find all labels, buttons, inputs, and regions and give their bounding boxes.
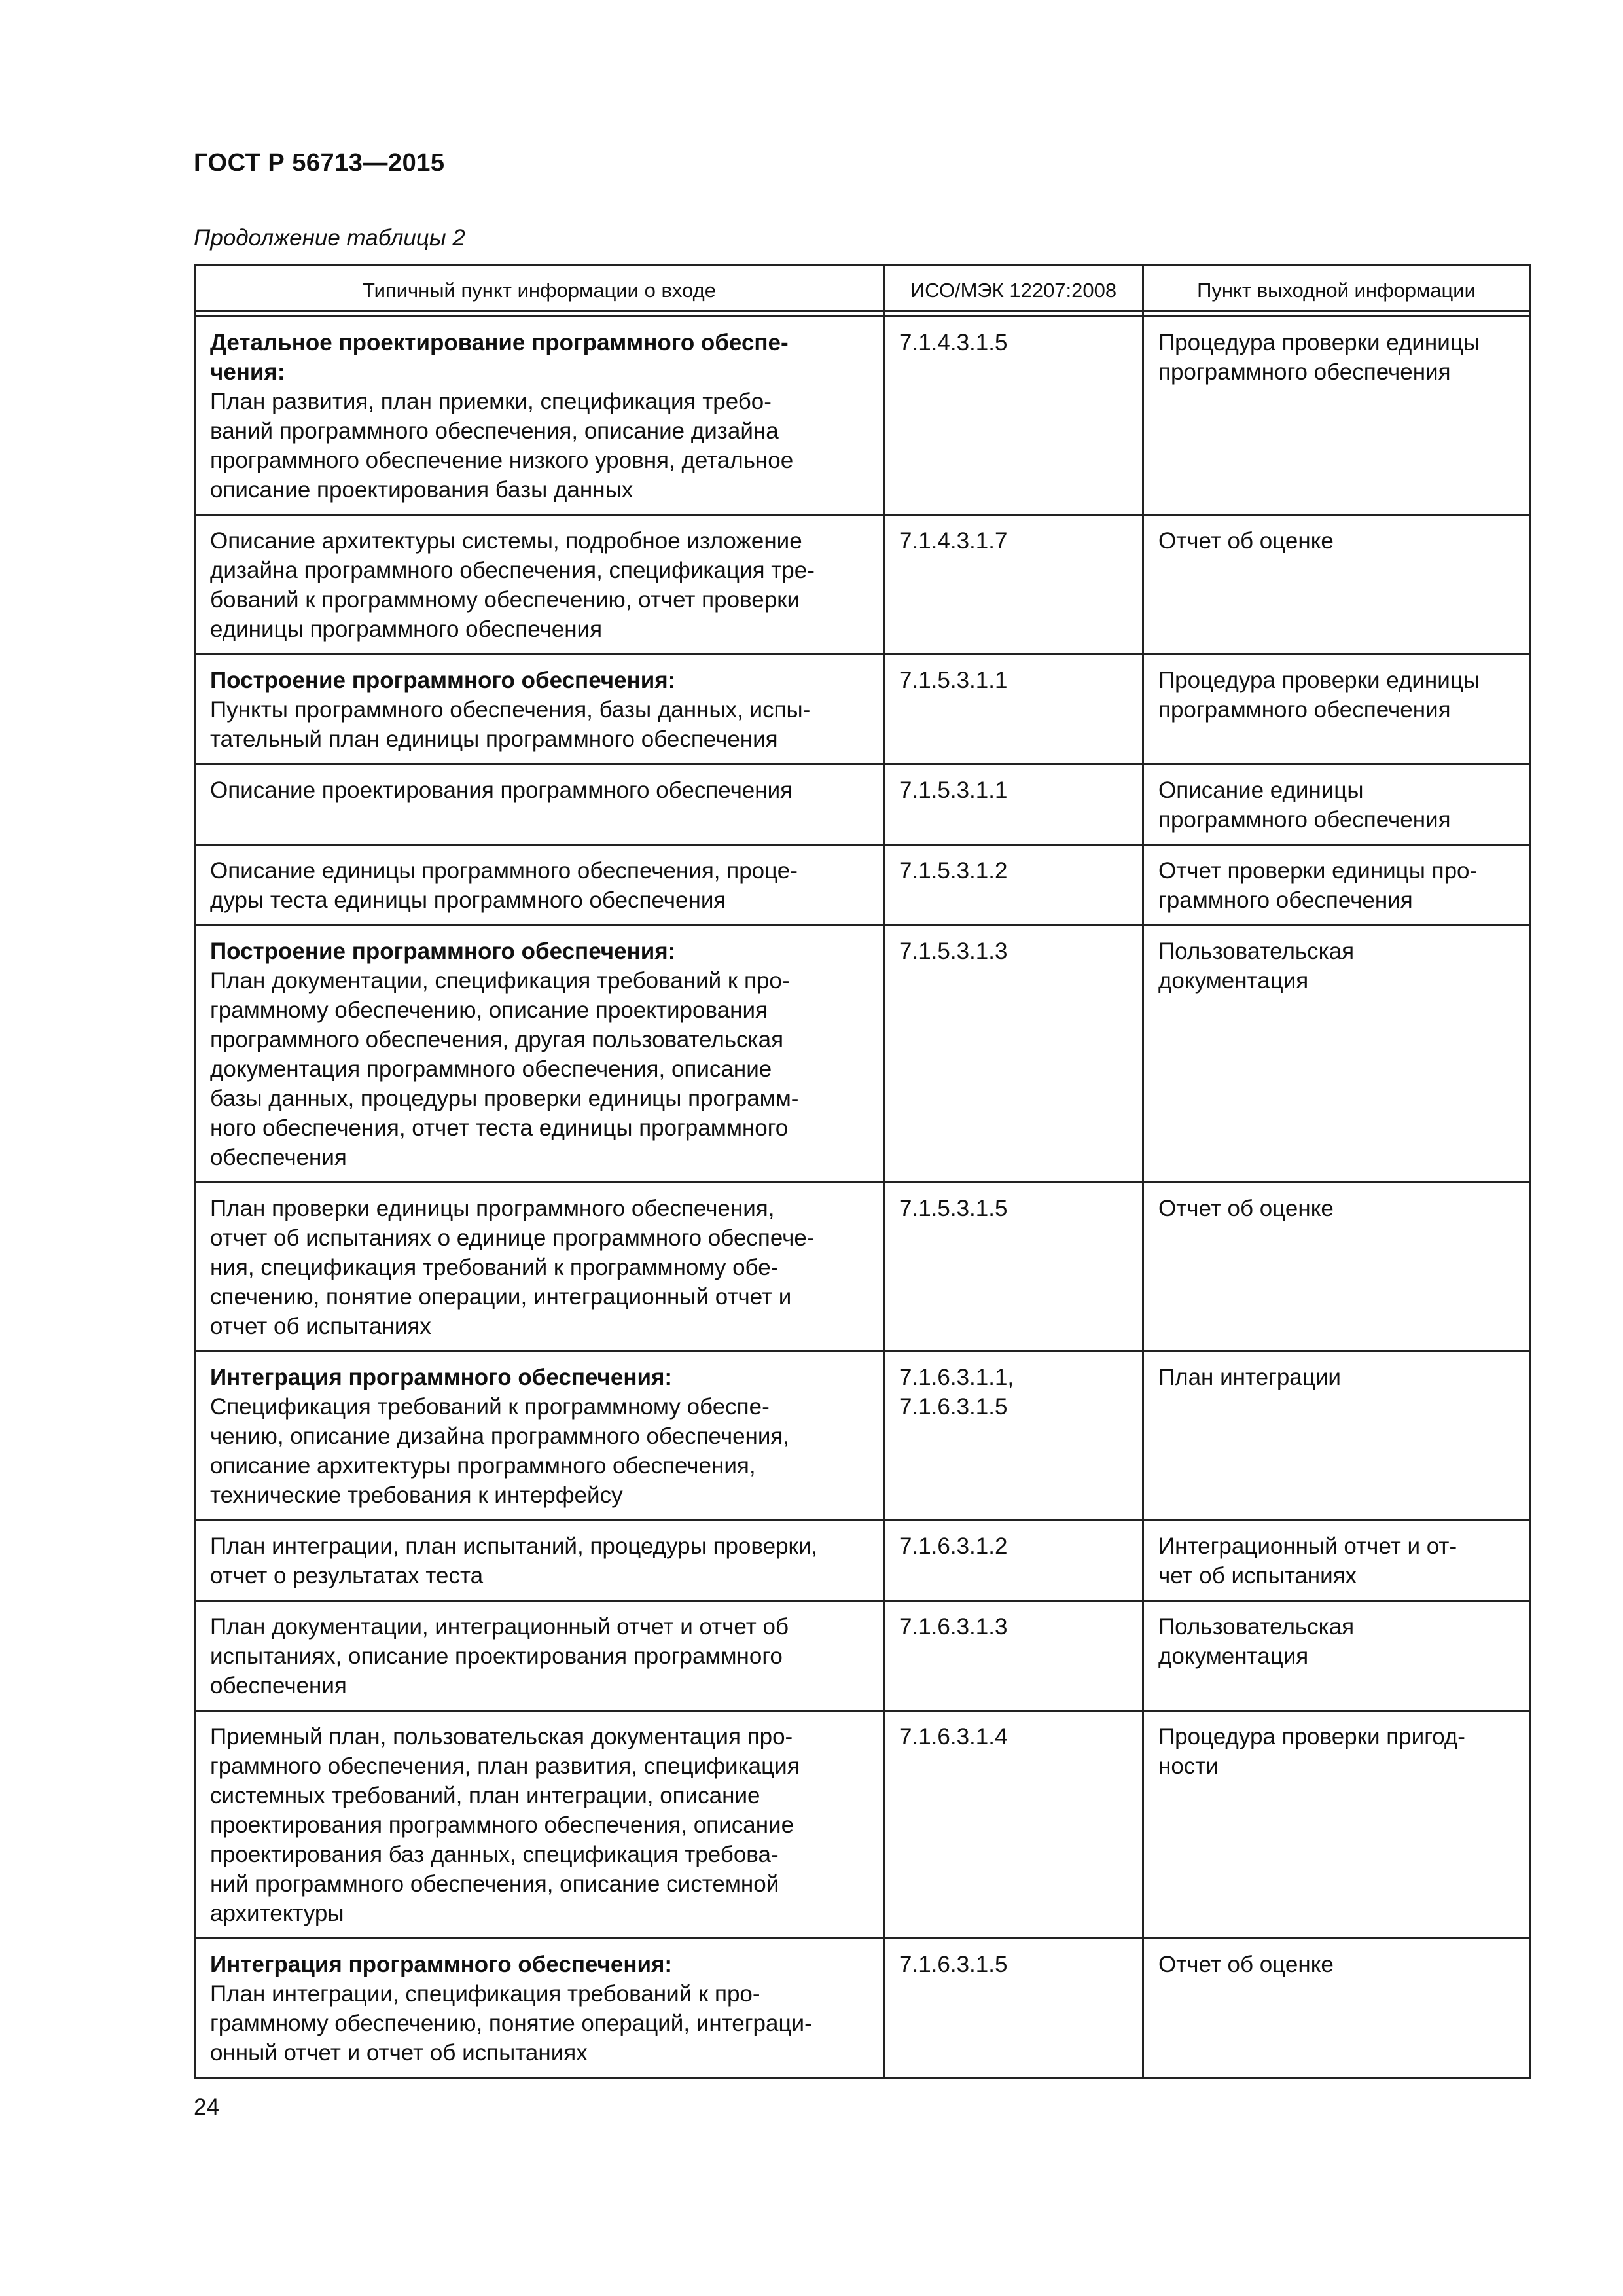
cell-text-line: обеспечения bbox=[210, 1673, 347, 1698]
cell-iso-reference bbox=[884, 515, 1143, 655]
cell-text-line: граммному обеспечению, понятие операций, интеграци- bbox=[210, 2011, 812, 2036]
cell-text-line: технические требования к интерфейсу bbox=[210, 1482, 623, 1508]
table-row bbox=[195, 655, 1530, 764]
cell-text-line: архитектуры bbox=[210, 1901, 344, 1926]
cell-iso-reference bbox=[884, 1183, 1143, 1352]
cell-text-line: спечению, понятие операции, интеграционный отчет и bbox=[210, 1284, 792, 1310]
section-heading: Детальное проектирование программного обеспе- bbox=[210, 330, 789, 355]
cell-iso-reference bbox=[884, 655, 1143, 764]
cell-output-info bbox=[1143, 1939, 1530, 2078]
header-output-info: Пункт выходной информации bbox=[1143, 266, 1530, 311]
cell-input-info bbox=[195, 1352, 884, 1520]
iso-clause-number: 7.1.5.3.1.1 bbox=[899, 668, 1008, 693]
header-iso-reference: ИСО/МЭК 12207:2008 bbox=[884, 266, 1143, 311]
cell-text-line: программного обеспечения bbox=[1158, 697, 1451, 723]
iso-clause-number: 7.1.5.3.1.3 bbox=[899, 939, 1008, 964]
cell-text-line: программного обеспечения bbox=[1158, 807, 1451, 833]
cell-text-line: План документации, интеграционный отчет и отчет об bbox=[210, 1614, 789, 1640]
cell-text-line: описание архитектуры программного обеспечения, bbox=[210, 1453, 756, 1479]
cell-text-line: проектирования баз данных, спецификация требова- bbox=[210, 1842, 779, 1867]
cell-output-info bbox=[1143, 1520, 1530, 1601]
cell-text-line: онный отчет и отчет об испытаниях bbox=[210, 2040, 588, 2066]
cell-iso-reference bbox=[884, 1711, 1143, 1939]
cell-input-info bbox=[195, 1520, 884, 1601]
cell-iso-reference bbox=[884, 1601, 1143, 1711]
document-standard-id: ГОСТ Р 56713—2015 bbox=[194, 149, 445, 177]
cell-text-line: дуры теста единицы программного обеспечения bbox=[210, 888, 726, 913]
cell-text-line: бований к программному обеспечению, отчет проверки bbox=[210, 587, 800, 613]
table-row bbox=[195, 1939, 1530, 2078]
cell-text-line: Пользовательская bbox=[1158, 939, 1355, 964]
iso-clause-number: 7.1.5.3.1.1 bbox=[899, 778, 1008, 803]
cell-output-info bbox=[1143, 1711, 1530, 1939]
cell-text-line: базы данных, процедуры проверки единицы программ- bbox=[210, 1086, 799, 1111]
cell-output-info bbox=[1143, 515, 1530, 655]
cell-text-line: Спецификация требований к программному обеспе- bbox=[210, 1394, 770, 1420]
cell-text-line: ного обеспечения, отчет теста единицы программного bbox=[210, 1115, 789, 1141]
iso-clause-number: 7.1.4.3.1.5 bbox=[899, 330, 1008, 355]
table-row bbox=[195, 1711, 1530, 1939]
table-row bbox=[195, 317, 1530, 515]
iso-clause-number: 7.1.6.3.1.5 bbox=[899, 1952, 1008, 1977]
cell-text-line: План документации, спецификация требований к про- bbox=[210, 968, 790, 994]
cell-text-line: отчет об испытаниях о единице программного обеспече- bbox=[210, 1225, 815, 1251]
cell-iso-reference bbox=[884, 764, 1143, 845]
header-input-info: Типичный пункт информации о входе bbox=[195, 266, 884, 311]
iso-clause-number: 7.1.5.3.1.2 bbox=[899, 858, 1008, 884]
cell-text-line: обеспечения bbox=[210, 1145, 347, 1170]
cell-text-line: План интеграции, план испытаний, процедуры проверки, bbox=[210, 1534, 818, 1559]
table-header-row bbox=[195, 266, 1530, 311]
cell-text-line: отчет о результатах теста bbox=[210, 1563, 484, 1588]
cell-text-line: тательный план единицы программного обеспечения bbox=[210, 726, 778, 752]
cell-text-line: Пользовательская bbox=[1158, 1614, 1355, 1640]
cell-text-line: граммного обеспечения bbox=[1158, 888, 1413, 913]
cell-output-info bbox=[1143, 1601, 1530, 1711]
cell-text-line: чению, описание дизайна программного обеспечения, bbox=[210, 1424, 790, 1449]
cell-text-line: Процедура проверки пригод- bbox=[1158, 1724, 1465, 1749]
cell-output-info bbox=[1143, 1183, 1530, 1352]
cell-text-line: Отчет об оценке bbox=[1158, 528, 1334, 554]
cell-input-info bbox=[195, 1711, 884, 1939]
table-row bbox=[195, 764, 1530, 845]
cell-text-line: Описание единицы программного обеспечения, проце- bbox=[210, 858, 798, 884]
cell-iso-reference bbox=[884, 925, 1143, 1183]
cell-text-line: Описание архитектуры системы, подробное изложение bbox=[210, 528, 802, 554]
section-heading: Построение программного обеспечения: bbox=[210, 668, 676, 693]
cell-text-line: документация bbox=[1158, 1643, 1309, 1669]
cell-output-info bbox=[1143, 845, 1530, 925]
iso-clause-number: 7.1.6.3.1.3 bbox=[899, 1614, 1008, 1640]
header-separator bbox=[195, 311, 1530, 317]
cell-text-line: граммному обеспечению, описание проектирования bbox=[210, 997, 768, 1023]
cell-text-line: программного обеспечения bbox=[1158, 359, 1451, 385]
cell-output-info bbox=[1143, 1352, 1530, 1520]
cell-text-line: испытаниях, описание проектирования программного bbox=[210, 1643, 783, 1669]
cell-text-line: Процедура проверки единицы bbox=[1158, 668, 1480, 693]
iso-clause-number: 7.1.5.3.1.5 bbox=[899, 1196, 1008, 1221]
cell-output-info bbox=[1143, 655, 1530, 764]
standards-table bbox=[194, 264, 1531, 2079]
table-caption: Продолжение таблицы 2 bbox=[194, 225, 465, 251]
cell-input-info bbox=[195, 1939, 884, 2078]
cell-text-line: Описание единицы bbox=[1158, 778, 1364, 803]
table-row bbox=[195, 515, 1530, 655]
cell-text-line: документация bbox=[1158, 968, 1309, 994]
cell-text-line: единицы программного обеспечения bbox=[210, 617, 603, 642]
iso-clause-number: 7.1.6.3.1.4 bbox=[899, 1724, 1008, 1749]
cell-text-line: Процедура проверки единицы bbox=[1158, 330, 1480, 355]
iso-clause-number: 7.1.6.3.1.1, bbox=[899, 1365, 1014, 1390]
cell-input-info bbox=[195, 655, 884, 764]
cell-iso-reference bbox=[884, 1520, 1143, 1601]
cell-text-line: План интеграции, спецификация требований к про- bbox=[210, 1981, 760, 2007]
cell-text-line: Описание проектирования программного обеспечения bbox=[210, 778, 793, 803]
iso-clause-number: 7.1.6.3.1.5 bbox=[899, 1394, 1008, 1420]
table-row bbox=[195, 925, 1530, 1183]
cell-iso-reference bbox=[884, 1939, 1143, 2078]
iso-clause-number: 7.1.6.3.1.2 bbox=[899, 1534, 1008, 1559]
cell-text-line: Интеграционный отчет и от- bbox=[1158, 1534, 1457, 1559]
cell-text-line: чет об испытаниях bbox=[1158, 1563, 1357, 1588]
table-row bbox=[195, 845, 1530, 925]
cell-text-line: системных требований, план интеграции, описание bbox=[210, 1783, 760, 1808]
table-row bbox=[195, 1183, 1530, 1352]
cell-iso-reference bbox=[884, 845, 1143, 925]
cell-text-line: План проверки единицы программного обеспечения, bbox=[210, 1196, 775, 1221]
cell-text-line: ния, спецификация требований к программному обе- bbox=[210, 1255, 779, 1280]
cell-iso-reference bbox=[884, 317, 1143, 515]
cell-text-line: Приемный план, пользовательская документация про- bbox=[210, 1724, 793, 1749]
cell-iso-reference bbox=[884, 1352, 1143, 1520]
cell-output-info bbox=[1143, 925, 1530, 1183]
cell-text-line: описание проектирования базы данных bbox=[210, 477, 633, 503]
cell-input-info bbox=[195, 764, 884, 845]
cell-input-info bbox=[195, 515, 884, 655]
cell-text-line: Отчет об оценке bbox=[1158, 1196, 1334, 1221]
section-heading: чения: bbox=[210, 359, 285, 385]
section-heading: Интеграция программного обеспечения: bbox=[210, 1365, 673, 1390]
table-row bbox=[195, 1352, 1530, 1520]
cell-text-line: проектирования программного обеспечения, описание bbox=[210, 1812, 794, 1838]
cell-text-line: Пункты программного обеспечения, базы данных, испы- bbox=[210, 697, 811, 723]
cell-output-info bbox=[1143, 317, 1530, 515]
cell-text-line: граммного обеспечения, план развития, спецификация bbox=[210, 1753, 800, 1779]
cell-text-line: отчет об испытаниях bbox=[210, 1314, 431, 1339]
cell-text-line: программного обеспечение низкого уровня, детальное bbox=[210, 448, 794, 473]
cell-text-line: ний программного обеспечения, описание системной bbox=[210, 1871, 779, 1897]
table-row bbox=[195, 1601, 1530, 1711]
iso-clause-number: 7.1.4.3.1.7 bbox=[899, 528, 1008, 554]
cell-text-line: программного обеспечения, другая пользовательская bbox=[210, 1027, 784, 1052]
page-number: 24 bbox=[194, 2094, 219, 2120]
cell-input-info bbox=[195, 1183, 884, 1352]
section-heading: Построение программного обеспечения: bbox=[210, 939, 676, 964]
cell-input-info bbox=[195, 925, 884, 1183]
cell-text-line: ваний программного обеспечения, описание дизайна bbox=[210, 418, 779, 444]
cell-input-info bbox=[195, 1601, 884, 1711]
cell-output-info bbox=[1143, 764, 1530, 845]
table-row bbox=[195, 1520, 1530, 1601]
section-heading: Интеграция программного обеспечения: bbox=[210, 1952, 673, 1977]
cell-text-line: План интеграции bbox=[1158, 1365, 1341, 1390]
cell-text-line: документация программного обеспечения, описание bbox=[210, 1056, 772, 1082]
table-body bbox=[195, 317, 1530, 2078]
cell-input-info bbox=[195, 317, 884, 515]
cell-text-line: ности bbox=[1158, 1753, 1219, 1779]
cell-text-line: дизайна программного обеспечения, спецификация тре- bbox=[210, 558, 815, 583]
cell-text-line: Отчет проверки единицы про- bbox=[1158, 858, 1478, 884]
cell-text-line: План развития, план приемки, спецификация требо- bbox=[210, 389, 772, 414]
cell-text-line: Отчет об оценке bbox=[1158, 1952, 1334, 1977]
cell-input-info bbox=[195, 845, 884, 925]
